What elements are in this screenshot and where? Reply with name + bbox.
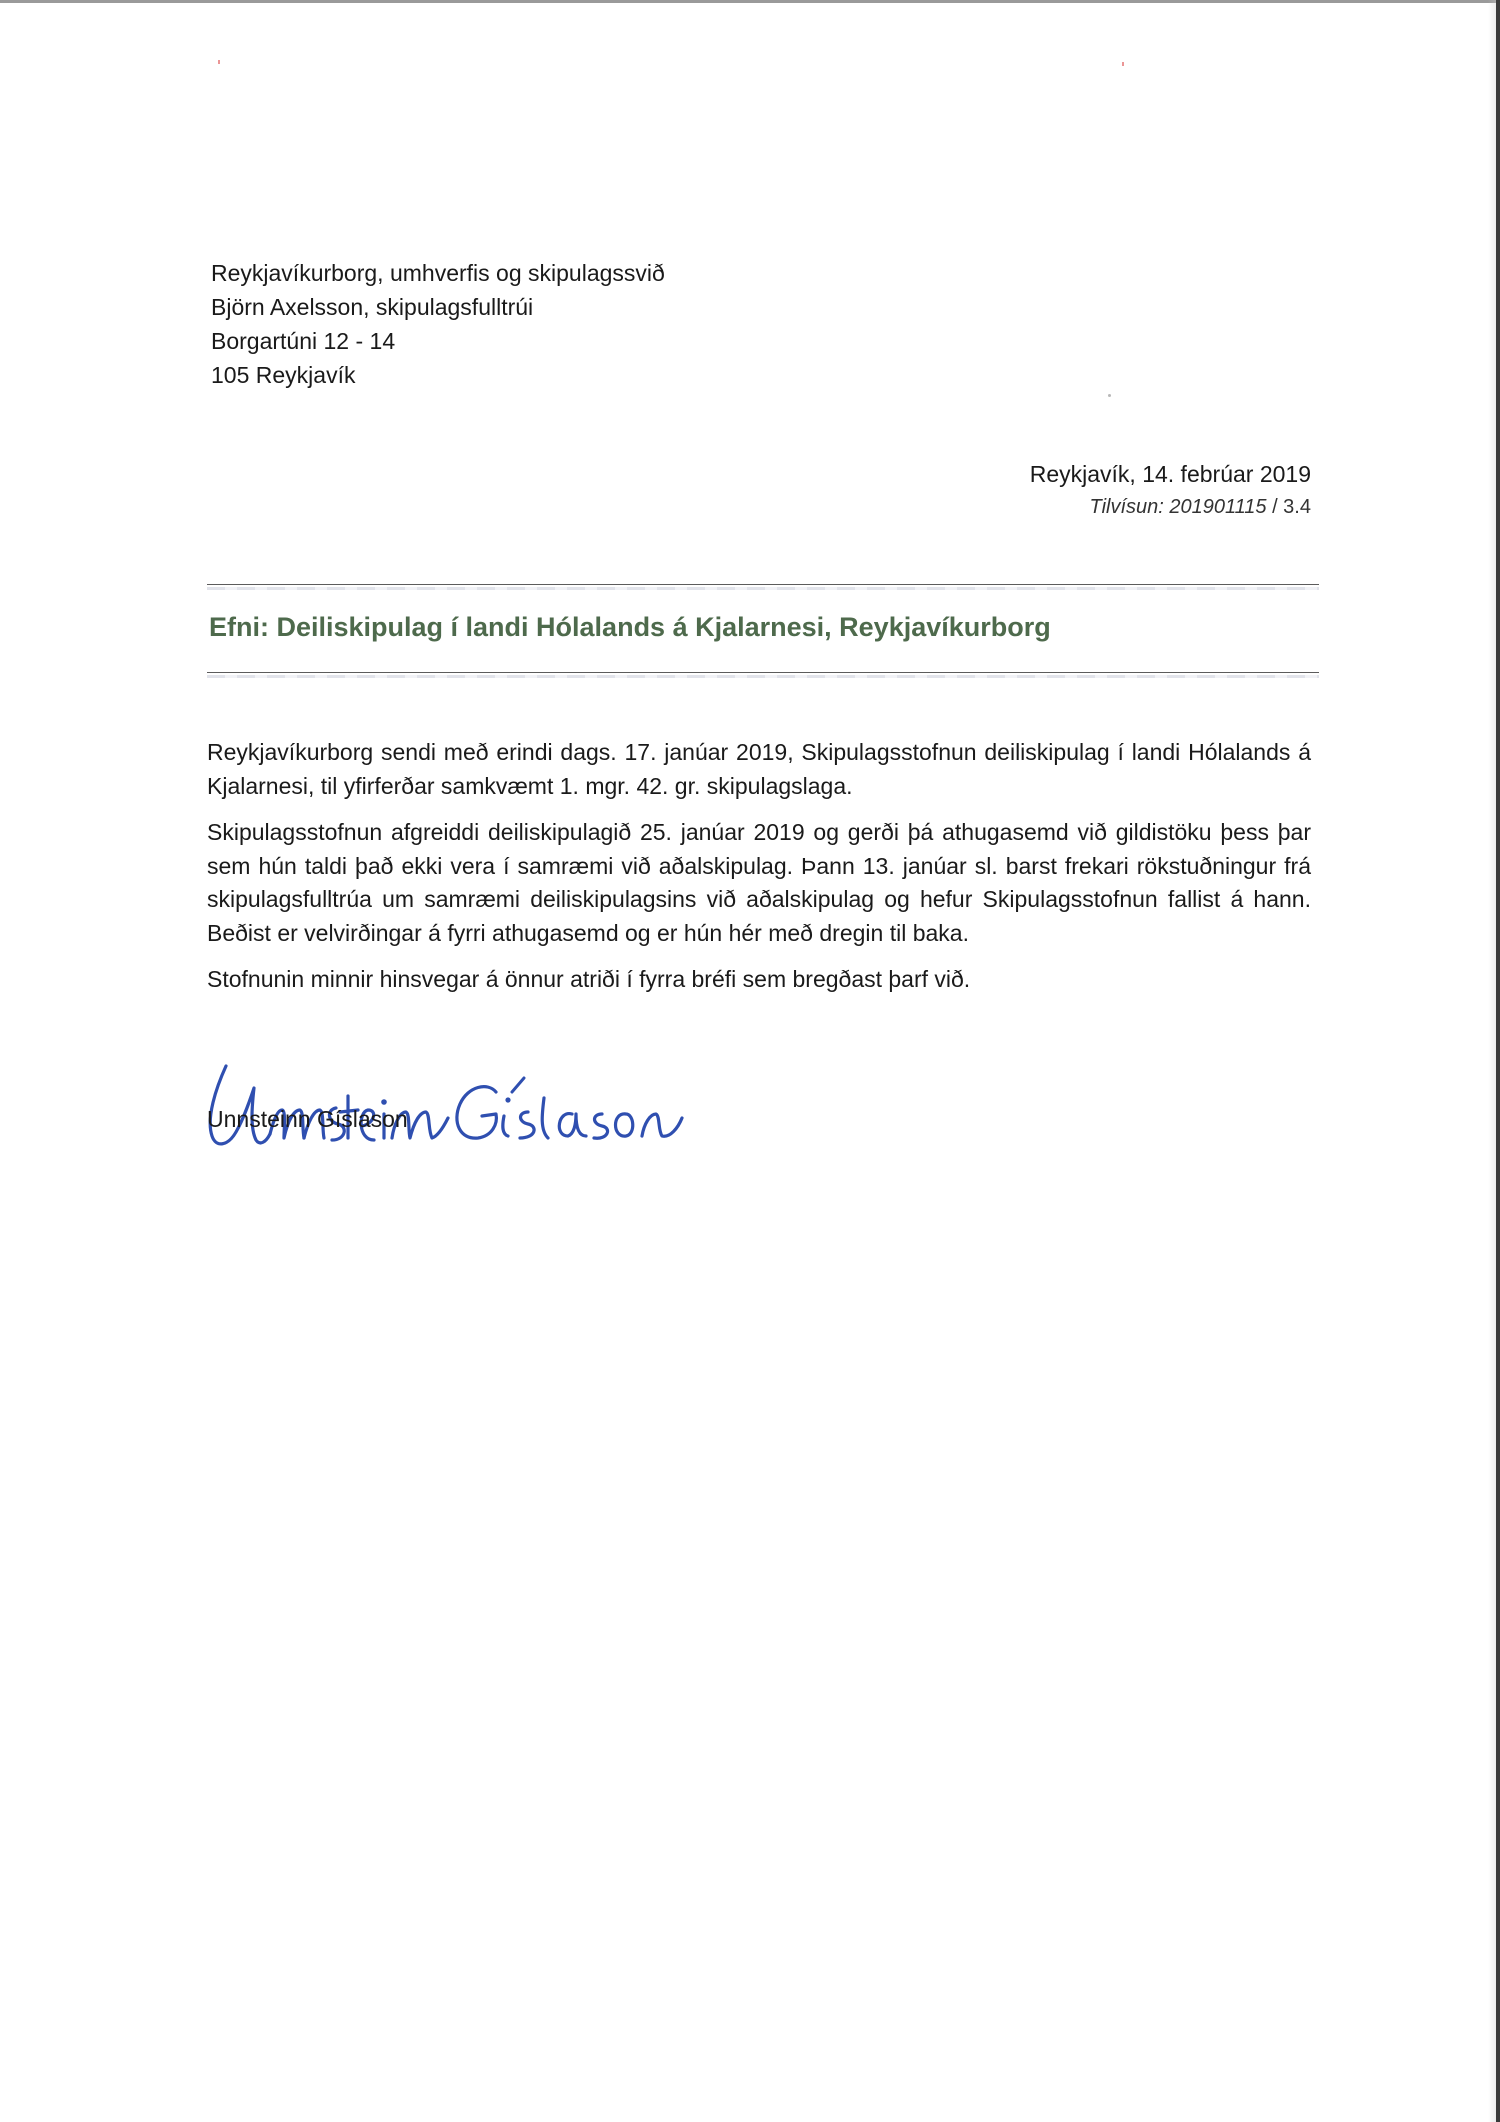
subject-rule-bottom — [207, 672, 1319, 673]
scan-speck — [1122, 62, 1124, 66]
recipient-address — [211, 256, 665, 392]
body-paragraph: Stofnunin minnir hinsvegar á önnur atriði í fyrra bréfi sem bregðast þarf við. — [207, 966, 971, 992]
date-block — [1030, 458, 1311, 524]
letter-date: Reykjavík, 14. febrúar 2019 — [1029, 461, 1311, 487]
recipient-line: Reykjavíkurborg, umhverfis og skipulagssvið — [211, 260, 665, 286]
rule-shadow — [207, 587, 1319, 590]
body-paragraph: Skipulagsstofnun afgreiddi deiliskipulagið 25. janúar 2019 og gerði þá athugasemd við gildistöku þess þar sem hún taldi það ekki vera í samræmi við aðalskipulag. Þann 13. janúar sl. barst frekari rökstuðningur frá skipulagsfulltrúa um samræmi deiliskipulagsins við aðalskipulag og hefur Skipulagsstofnun fallist á hann. Beðist er velvirðingar á fyrri athugasemd og er hún hér með dregin til baka. — [207, 819, 1311, 946]
recipient-line: 105 Reykjavík — [211, 362, 356, 388]
recipient-line: Björn Axelsson, skipulagsfulltrúi — [211, 294, 534, 320]
scan-top-edge — [0, 0, 1500, 3]
subject-heading: Efni: Deiliskipulag í landi Hólalands á Kjalarnesi, Reykjavíkurborg — [209, 612, 1051, 642]
scan-speck — [218, 60, 220, 64]
subject-rule-top — [207, 584, 1319, 585]
reference-number — [1030, 491, 1311, 524]
body-paragraph: Reykjavíkurborg sendi með erindi dags. 17. janúar 2019, Skipulagsstofnun deiliskipulag í landi Hólalands á Kjalarnesi, til yfirferðar samkvæmt 1. mgr. 42. gr. skipulagslaga. — [207, 739, 1311, 799]
reference-label: Tilvísun: 201901115 — [1089, 496, 1267, 518]
rule-shadow — [207, 675, 1319, 678]
letter-body — [207, 736, 1311, 1010]
scan-right-shadow — [1488, 0, 1496, 2122]
signer-name: Unnsteinn Gíslason — [207, 1106, 408, 1132]
scan-right-edge — [1496, 0, 1500, 2122]
scan-speck — [1108, 394, 1111, 397]
recipient-line: Borgartúni 12 - 14 — [211, 328, 396, 354]
reference-suffix: / 3.4 — [1266, 496, 1311, 518]
